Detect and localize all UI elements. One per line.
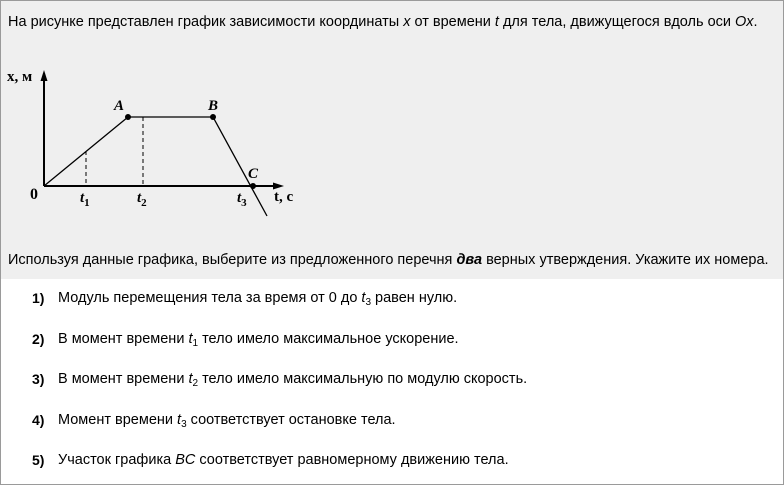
intro-text-3: для тела, движущегося вдоль оси [498,14,736,30]
point-b-dot [210,114,216,120]
tick-t3-label: $t_3$ [237,190,247,209]
intro-axis: Ox [735,14,754,30]
y-axis-label: x, м [7,69,33,85]
option-text: Модуль перемещения тела за время от 0 до $t_3$ равен нулю. [58,290,458,308]
graph-line [44,117,267,216]
point-c-label: C [248,166,259,182]
option-number: 2) [32,331,45,347]
point-b-label: B [208,98,219,114]
option-number: 4) [32,412,45,428]
x-axis-label: t, c [274,189,294,205]
option-text: Момент времени $t_3$ соответствует остановке тела. [58,412,396,430]
option-text: Участок графика BC соответствует равномерному движению тела. [58,452,509,468]
coordinate-time-graph [0,60,310,230]
intro-text-2: от времени [410,14,495,30]
task-text-after: верных утверждения. Укажите их номера. [482,252,769,268]
origin-label: 0 [30,186,38,203]
option-text: В момент времени $t_1$ тело имело максимальное ускорение. [58,331,459,349]
point-a-dot [125,114,131,120]
option-text: В момент времени $t_2$ тело имело максимальную по модулю скорость. [58,371,528,389]
point-c-dot [250,183,256,189]
point-a-label: A [114,98,125,114]
intro-var-x: x [403,14,411,30]
question-intro [8,13,758,31]
tick-t1-label: $t_1$ [80,190,90,209]
y-axis-arrow [41,70,48,81]
option-number: 5) [32,452,45,468]
option-number: 3) [32,371,45,387]
intro-var-t: t [494,14,499,30]
tick-t2-label: $t_2$ [137,190,147,209]
task-statement [8,251,769,269]
task-text-before: Используя данные графика, выберите из предложенного перечня [8,252,457,268]
intro-text-1: На рисунке представлен график зависимости координаты [8,14,404,30]
intro-text-4: . [753,14,758,30]
option-number: 1) [32,290,45,306]
task-emphasis: два [456,252,483,268]
